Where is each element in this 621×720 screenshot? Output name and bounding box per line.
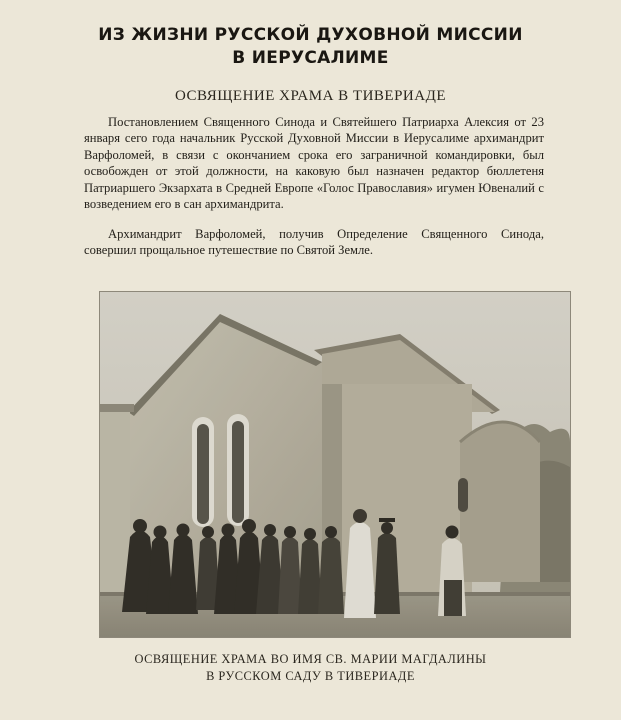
- article-paragraph-1: Постановлением Священного Синода и Святейшего Патриарха Алексия от 23 января сего года начальник Русской Духовной Миссии в Иерусалиме архимандрит Варфоломей, в связи с окончанием срока его заграничной командировки, был освобожден от этой должности, на каковую был назначен редактор бюллетеня Патриаршего Экзархата в Средней Европе «Голос Православия» игумен Ювеналий с возведением его в сан архимандрита.: [84, 115, 544, 212]
- church-consecration-photo: [100, 292, 570, 637]
- article-title: ОСВЯЩЕНИЕ ХРАМА В ТИВЕРИАДЕ: [175, 88, 446, 104]
- section-heading-line-2: В ИЕРУСАЛИМЕ: [232, 48, 389, 68]
- photo-caption-line-1: ОСВЯЩЕНИЕ ХРАМА ВО ИМЯ СВ. МАРИИ МАГДАЛИНЫ: [134, 652, 487, 666]
- section-heading-line-1: ИЗ ЖИЗНИ РУССКОЙ ДУХОВНОЙ МИССИИ: [98, 25, 523, 45]
- photo-caption-line-2: В РУССКОМ САДУ В ТИВЕРИАДЕ: [206, 669, 415, 683]
- article-paragraph-2: Архимандрит Варфоломей, получив Определение Священного Синода, совершил прощальное путешествие по Святой Земле.: [84, 227, 544, 258]
